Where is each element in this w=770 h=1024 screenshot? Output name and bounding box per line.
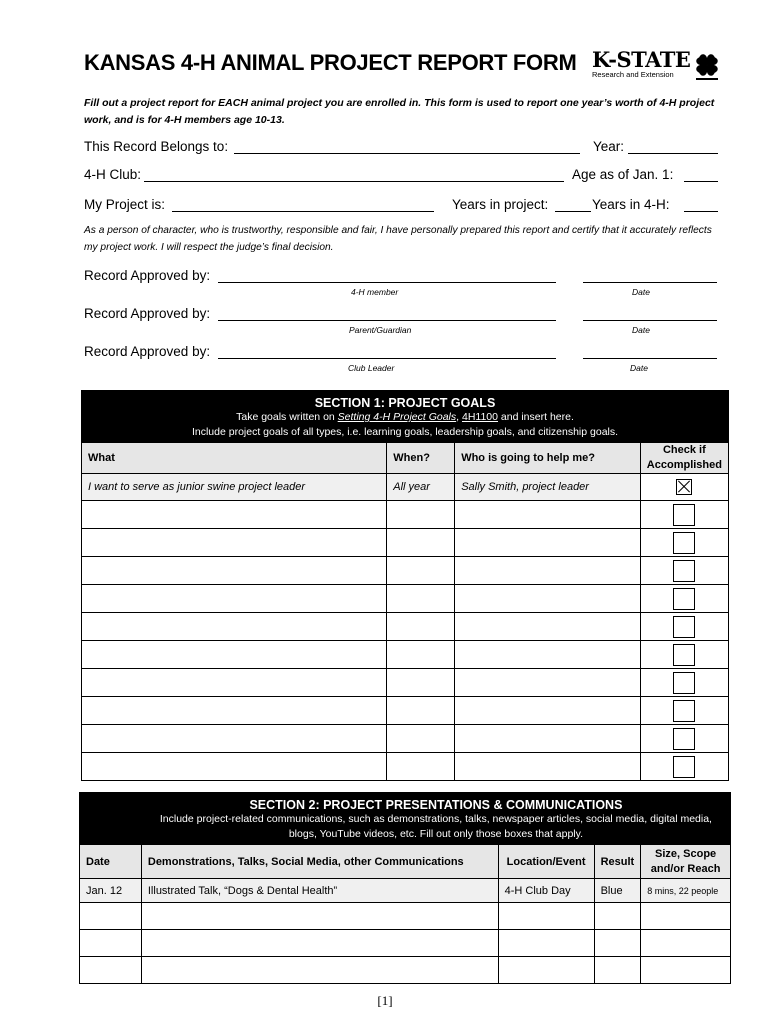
presentation-result[interactable] <box>594 930 641 957</box>
age-label: Age as of Jan. 1: <box>572 167 674 182</box>
year-label: Year: <box>593 139 625 154</box>
logo-name: K-STATE <box>592 47 691 72</box>
goal-what[interactable] <box>82 613 387 641</box>
certification-statement: As a person of character, who is trustworthy, responsible and fair, I have personally prepared this report and certify that it accurately reflects my project work. I will respect the judge’s final decision. <box>84 225 712 253</box>
goal-when[interactable]: All year <box>387 474 455 501</box>
goal-who[interactable] <box>455 585 641 613</box>
presentation-size[interactable] <box>641 903 731 930</box>
record-owner-field[interactable] <box>234 153 580 154</box>
presentation-location[interactable] <box>498 957 594 984</box>
years-in-4h-label: Years in 4-H: <box>592 197 670 212</box>
goal-row <box>82 613 729 641</box>
4h-clover-icon <box>693 51 721 81</box>
section2-desc: Include project-related communications, such as demonstrations, talks, newspaper articles, social media, digital media, blogs, YouTube videos, etc. Fill out only those boxes that apply. <box>159 813 712 840</box>
section2-title: SECTION 2: PROJECT PRESENTATIONS & COMMUNICATIONS <box>249 798 623 812</box>
presentations-table <box>79 792 731 984</box>
setting-goals-link[interactable]: Setting 4-H Project Goals <box>337 411 457 423</box>
goal-row <box>82 557 729 585</box>
col-what: What <box>82 443 387 474</box>
presentation-location[interactable] <box>498 930 594 957</box>
presentation-row <box>80 903 731 930</box>
goal-when[interactable] <box>387 697 455 725</box>
goal-when[interactable] <box>387 641 455 669</box>
goal-row <box>82 585 729 613</box>
goal-when[interactable] <box>387 613 455 641</box>
4h1100-link[interactable]: 4H1100 <box>461 411 498 423</box>
years-in-project-label: Years in project: <box>452 197 549 212</box>
presentation-row <box>80 957 731 984</box>
presentation-date[interactable]: Jan. 12 <box>80 879 142 903</box>
caption-date: Date <box>630 363 648 373</box>
goal-when[interactable] <box>387 557 455 585</box>
goal-who[interactable] <box>455 529 641 557</box>
section2-header <box>80 793 731 845</box>
col-location: Location/Event <box>498 845 594 879</box>
intro-text: Fill out a project report for EACH animal project you are enrolled in. This form is used to report one year’s worth of 4-H project work, and is for 4-H members age 10-13. <box>84 97 715 126</box>
caption-leader: Club Leader <box>348 363 395 373</box>
caption-member: 4-H member <box>351 287 399 297</box>
presentation-result[interactable] <box>594 957 641 984</box>
kstate-logo <box>592 47 692 80</box>
approval-member-signature[interactable] <box>218 282 556 283</box>
year-field[interactable] <box>628 153 718 154</box>
club-field[interactable] <box>144 181 564 182</box>
presentation-description[interactable]: Illustrated Talk, “Dogs & Dental Health” <box>141 879 498 903</box>
accomplished-checkbox[interactable] <box>673 700 695 722</box>
presentation-row <box>80 930 731 957</box>
col-date: Date <box>80 845 142 879</box>
goal-what[interactable] <box>82 753 387 781</box>
accomplished-checkbox-checked[interactable] <box>676 479 692 495</box>
presentation-description[interactable] <box>141 903 498 930</box>
col-who: Who is going to help me? <box>455 443 641 474</box>
club-label: 4-H Club: <box>84 167 142 182</box>
col-result: Result <box>594 845 641 879</box>
goal-who[interactable] <box>455 669 641 697</box>
caption-date: Date <box>632 325 650 335</box>
col-accomplished: Check if Accomplished <box>640 443 728 474</box>
approval-leader-date[interactable] <box>583 358 717 359</box>
section1-title: SECTION 1: PROJECT GOALS <box>314 396 496 410</box>
goal-who[interactable] <box>455 613 641 641</box>
goal-when[interactable] <box>387 585 455 613</box>
goal-when[interactable] <box>387 753 455 781</box>
goal-row <box>82 725 729 753</box>
goal-what[interactable] <box>82 725 387 753</box>
presentation-result[interactable]: Blue <box>594 879 641 903</box>
accomplished-checkbox[interactable] <box>673 756 695 778</box>
goal-row-sample <box>82 474 729 501</box>
goal-row <box>82 753 729 781</box>
presentation-date[interactable] <box>80 930 142 957</box>
accomplished-checkbox[interactable] <box>673 672 695 694</box>
goal-what[interactable]: I want to serve as junior swine project leader <box>82 474 387 501</box>
section1-desc-line2: Include project goals of all types, i.e. learning goals, leadership goals, and citizenship goals. <box>191 426 619 438</box>
presentation-description[interactable] <box>141 957 498 984</box>
goal-row <box>82 501 729 529</box>
accomplished-checkbox[interactable] <box>673 728 695 750</box>
caption-date: Date <box>632 287 650 297</box>
accomplished-checkbox[interactable] <box>673 504 695 526</box>
presentation-size[interactable]: 8 mins, 22 people <box>641 879 731 903</box>
accomplished-checkbox[interactable] <box>673 560 695 582</box>
section1-header <box>82 391 729 443</box>
approval-label-leader: Record Approved by: <box>84 344 211 359</box>
presentation-location[interactable] <box>498 903 594 930</box>
goal-who[interactable] <box>455 725 641 753</box>
form-title: KANSAS 4-H ANIMAL PROJECT REPORT FORM <box>84 50 577 75</box>
goal-when[interactable] <box>387 529 455 557</box>
approval-leader-signature[interactable] <box>218 358 556 359</box>
goal-when[interactable] <box>387 669 455 697</box>
goal-what[interactable] <box>82 585 387 613</box>
presentation-row-sample <box>80 879 731 903</box>
caption-parent: Parent/Guardian <box>349 325 412 335</box>
presentation-size[interactable] <box>641 930 731 957</box>
years-in-4h-field[interactable] <box>684 211 718 212</box>
page-number: [1] <box>377 993 393 1008</box>
goal-when[interactable] <box>387 501 455 529</box>
goal-row <box>82 529 729 557</box>
presentation-location[interactable]: 4-H Club Day <box>498 879 594 903</box>
section2-column-headers <box>80 845 731 879</box>
goal-what[interactable] <box>82 641 387 669</box>
goal-who[interactable] <box>455 753 641 781</box>
presentation-result[interactable] <box>594 903 641 930</box>
years-in-project-field[interactable] <box>555 211 591 212</box>
goal-what[interactable] <box>82 669 387 697</box>
goal-what[interactable] <box>82 501 387 529</box>
accomplished-checkbox[interactable] <box>673 616 695 638</box>
accomplished-checkbox[interactable] <box>673 644 695 666</box>
approval-parent-date[interactable] <box>583 320 717 321</box>
col-size-scope: Size, Scope and/or Reach <box>641 845 731 879</box>
goal-what[interactable] <box>82 529 387 557</box>
goal-who[interactable] <box>455 501 641 529</box>
project-field[interactable] <box>172 211 434 212</box>
goal-row <box>82 641 729 669</box>
presentation-description[interactable] <box>141 930 498 957</box>
accomplished-checkbox[interactable] <box>673 588 695 610</box>
presentation-size[interactable] <box>641 957 731 984</box>
goal-who[interactable]: Sally Smith, project leader <box>455 474 641 501</box>
approval-label-member: Record Approved by: <box>84 268 211 283</box>
goal-who[interactable] <box>455 697 641 725</box>
record-belongs-label: This Record Belongs to: <box>84 139 229 154</box>
goal-row <box>82 697 729 725</box>
project-goals-table <box>81 390 729 781</box>
presentation-date[interactable] <box>80 903 142 930</box>
section1-column-headers <box>82 443 729 474</box>
col-when: When? <box>387 443 455 474</box>
goal-what[interactable] <box>82 557 387 585</box>
accomplished-checkbox[interactable] <box>673 532 695 554</box>
goal-when[interactable] <box>387 725 455 753</box>
goal-who[interactable] <box>455 641 641 669</box>
project-label: My Project is: <box>84 197 166 212</box>
approval-label-parent: Record Approved by: <box>84 306 211 321</box>
presentation-date[interactable] <box>80 957 142 984</box>
col-demonstrations: Demonstrations, Talks, Social Media, other Communications <box>141 845 498 879</box>
logo-subtitle: Research and Extension <box>592 70 674 79</box>
goal-row <box>82 669 729 697</box>
goal-what[interactable] <box>82 697 387 725</box>
approval-member-date[interactable] <box>583 282 717 283</box>
approval-parent-signature[interactable] <box>218 320 556 321</box>
age-field[interactable] <box>684 181 718 182</box>
section1-desc-line1: Take goals written on Setting 4-H Project Goals, 4H1100 and insert here. <box>236 411 574 423</box>
goal-who[interactable] <box>455 557 641 585</box>
